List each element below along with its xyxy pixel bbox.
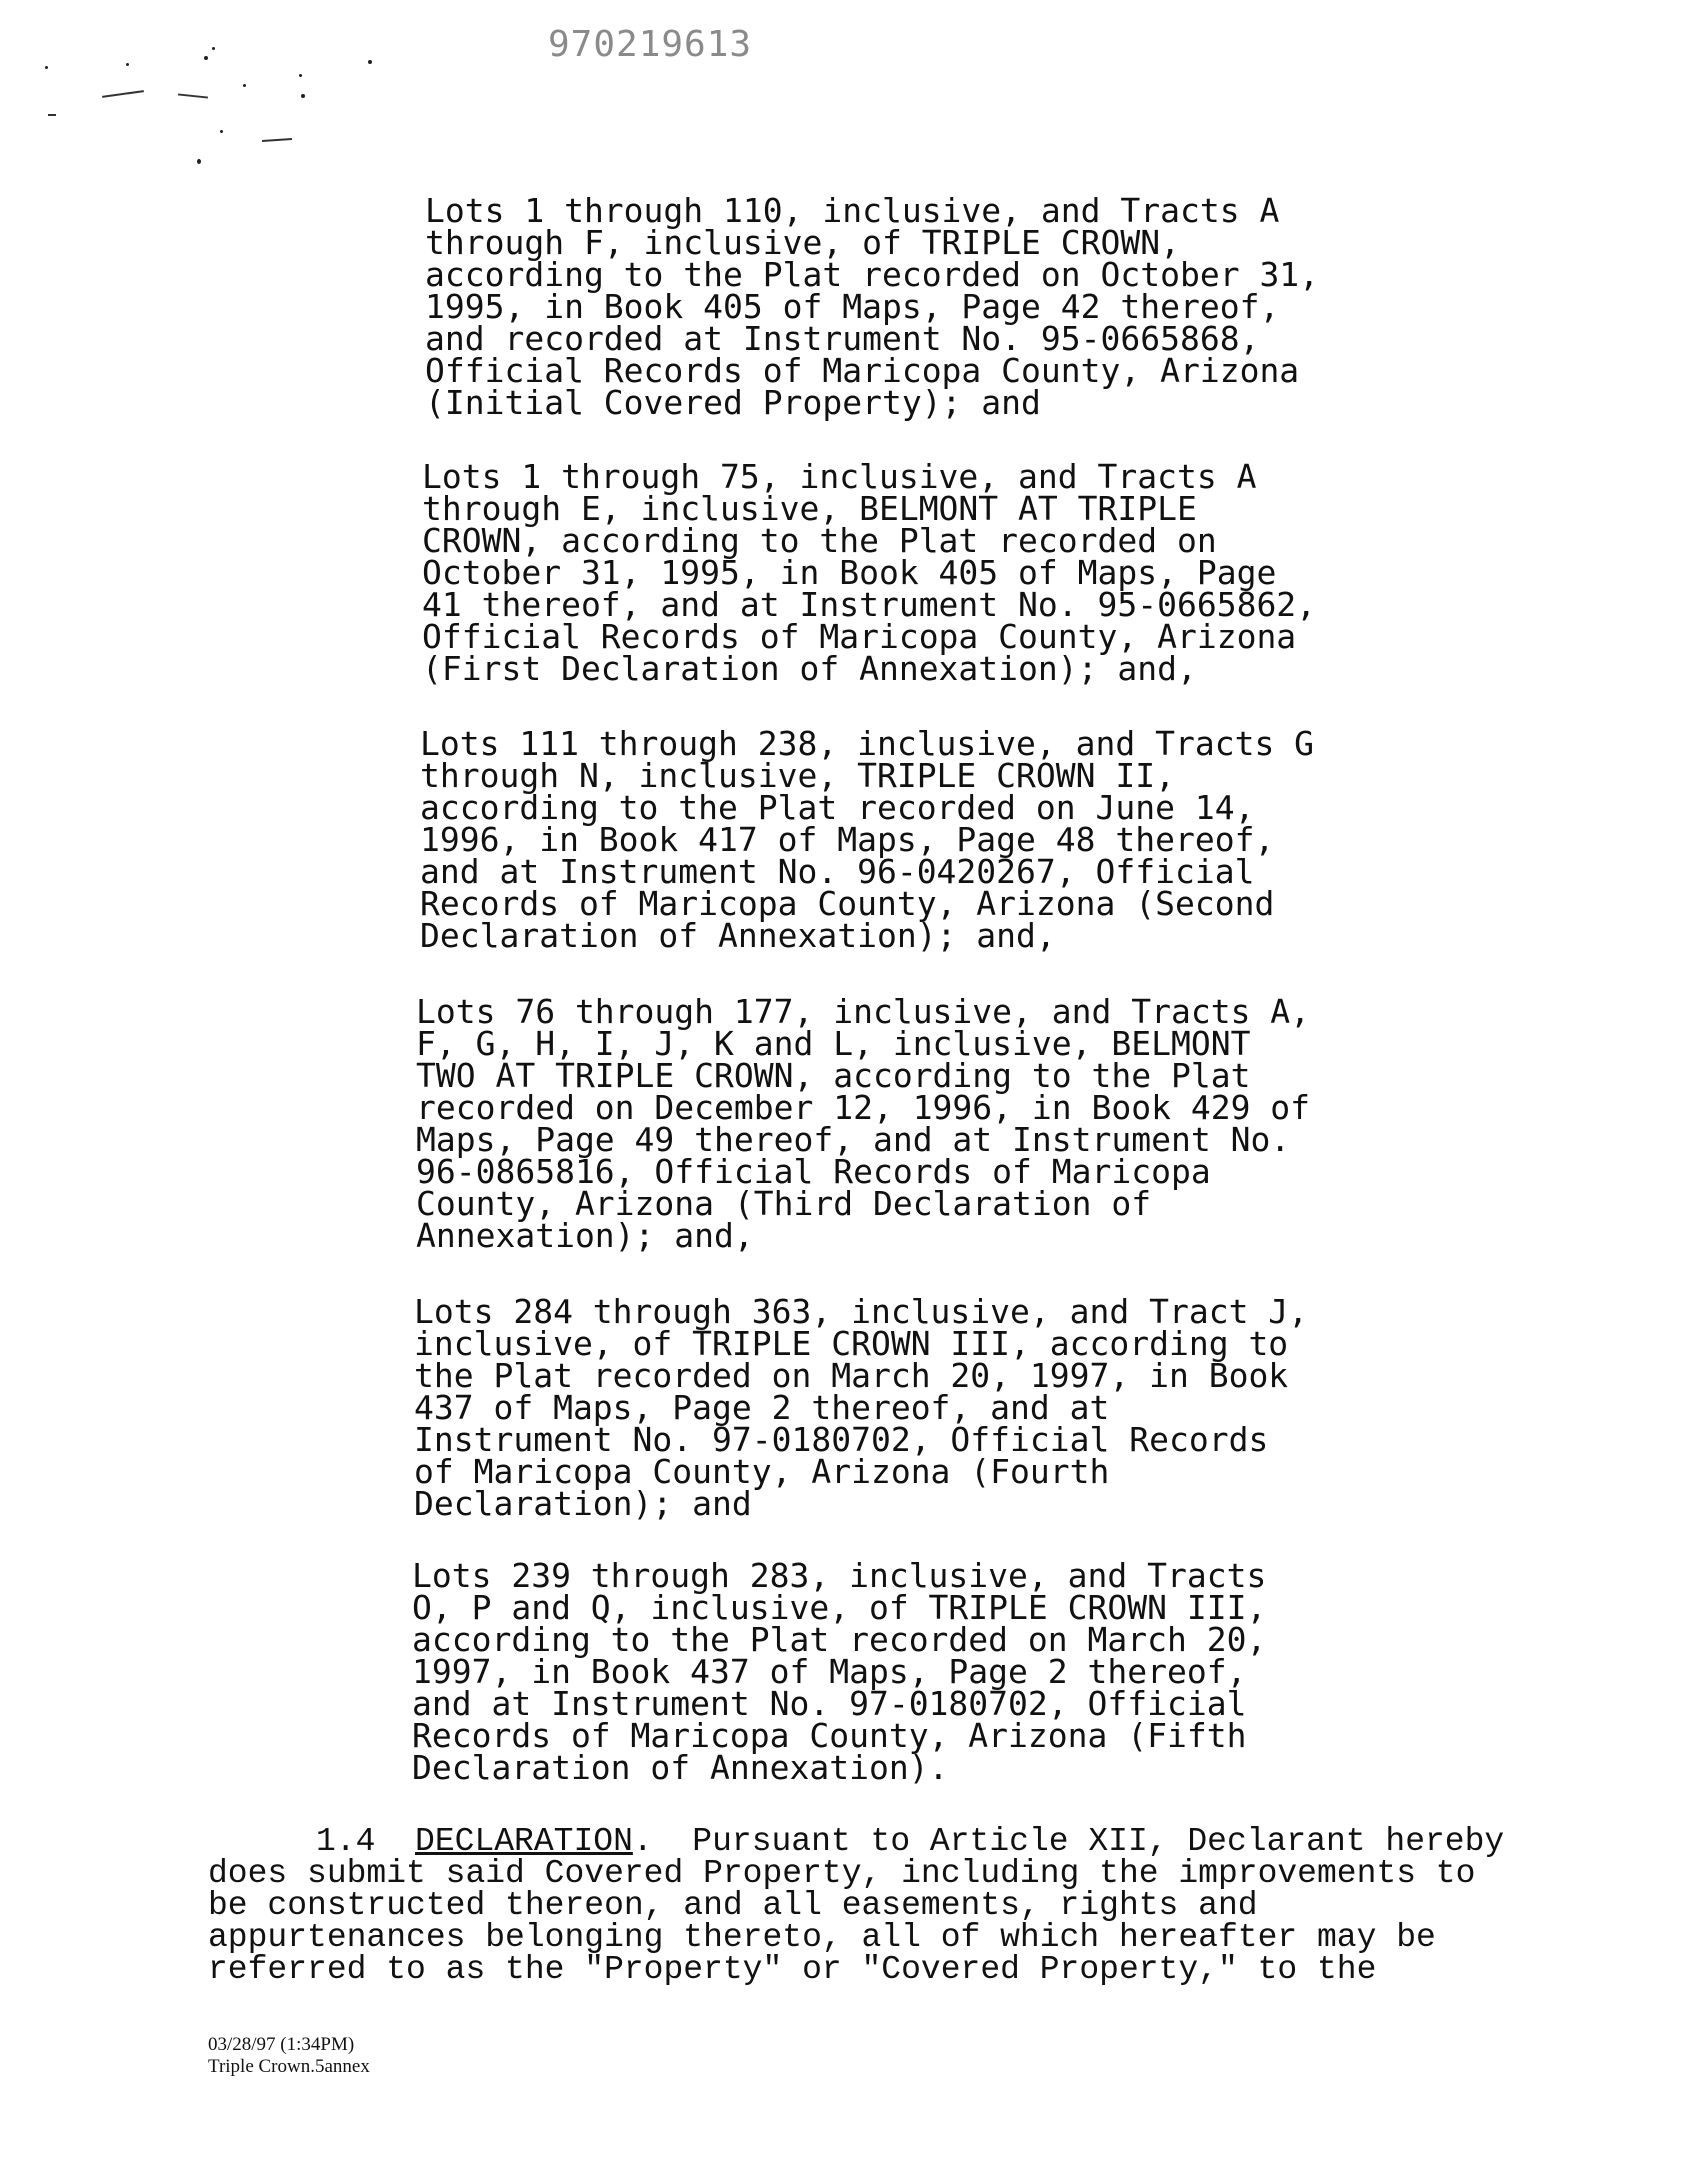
paragraph-line: 1996, in Book 417 of Maps, Page 48 thereof, xyxy=(420,820,1275,859)
paragraph-line: County, Arizona (Third Declaration of xyxy=(416,1184,1152,1223)
lot-description-initial-covered-property xyxy=(425,191,1320,422)
section-first-line-text: . Pursuant to Article XII, Declarant hereby xyxy=(632,1823,1505,1860)
lot-description-first-annexation xyxy=(422,457,1317,688)
section-first-line xyxy=(208,1823,1588,1860)
paragraph-line: (Initial Covered Property); and xyxy=(425,383,1041,422)
paragraph-line: the Plat recorded on March 20, 1997, in Book xyxy=(414,1356,1289,1395)
lot-description-fourth-declaration xyxy=(414,1292,1309,1523)
paragraph-line: Declaration of Annexation). xyxy=(412,1748,949,1787)
section-number: 1.4 xyxy=(316,1823,376,1860)
paragraph-line: Lots 111 through 238, inclusive, and Tracts G xyxy=(420,724,1315,763)
paragraph-line: 96-0865816, Official Records of Maricopa xyxy=(416,1152,1211,1191)
paragraph-line: Lots 1 through 110, inclusive, and Tracts A xyxy=(425,191,1280,230)
paragraph-line: Declaration); and xyxy=(414,1484,752,1523)
paragraph-line: 41 thereof, and at Instrument No. 95-0665862, xyxy=(422,585,1317,624)
lot-description-third-annexation xyxy=(416,992,1311,1255)
section-heading: DECLARATION xyxy=(415,1823,633,1860)
section-line: referred to as the "Property" or "Covered Property," to the xyxy=(208,1951,1377,1988)
paragraph-line: Annexation); and, xyxy=(416,1216,754,1255)
lot-description-fifth-annexation xyxy=(412,1556,1267,1787)
paragraph-line: Lots 284 through 363, inclusive, and Tract J, xyxy=(414,1292,1309,1331)
paragraph-line: Records of Maricopa County, Arizona (Fifth xyxy=(412,1716,1247,1755)
document-footer xyxy=(208,2034,370,2078)
paragraph-line: and at Instrument No. 96-0420267, Official xyxy=(420,852,1255,891)
paragraph-line: through E, inclusive, BELMONT AT TRIPLE xyxy=(422,489,1197,528)
paragraph-line: according to the Plat recorded on June 14, xyxy=(420,788,1255,827)
paragraph-line: of Maricopa County, Arizona (Fourth xyxy=(414,1452,1110,1491)
paragraph-line: Official Records of Maricopa County, Arizona xyxy=(425,351,1300,390)
paragraph-line: CROWN, according to the Plat recorded on xyxy=(422,521,1217,560)
paragraph-line: through N, inclusive, TRIPLE CROWN II, xyxy=(420,756,1175,795)
paragraph-line: F, G, H, I, J, K and L, inclusive, BELMONT xyxy=(416,1024,1251,1063)
paragraph-line: according to the Plat recorded on October 31, xyxy=(425,255,1320,294)
paragraph-line: Maps, Page 49 thereof, and at Instrument No. xyxy=(416,1120,1291,1159)
paragraph-line: 1995, in Book 405 of Maps, Page 42 thereof, xyxy=(425,287,1280,326)
paragraph-line: and recorded at Instrument No. 95-0665868, xyxy=(425,319,1260,358)
paragraph-line: Lots 239 through 283, inclusive, and Tracts xyxy=(412,1556,1267,1595)
paragraph-line: 1997, in Book 437 of Maps, Page 2 thereof, xyxy=(412,1652,1247,1691)
paragraph-line: Instrument No. 97-0180702, Official Records xyxy=(414,1420,1269,1459)
paragraph-line: recorded on December 12, 1996, in Book 429 of xyxy=(416,1088,1311,1127)
paragraph-line: and at Instrument No. 97-0180702, Official xyxy=(412,1684,1247,1723)
recording-stamp-number: 970219613 xyxy=(548,24,753,65)
footer-filename: Triple Crown.5annex xyxy=(208,2056,370,2077)
paragraph-line: O, P and Q, inclusive, of TRIPLE CROWN III, xyxy=(412,1588,1267,1627)
footer-date: 03/28/97 (1:34PM) xyxy=(208,2034,355,2055)
paragraph-line: inclusive, of TRIPLE CROWN III, according to xyxy=(414,1324,1289,1363)
section-line: be constructed thereon, and all easements, rights and xyxy=(208,1887,1258,1924)
paragraph-line: Official Records of Maricopa County, Arizona xyxy=(422,617,1297,656)
paragraph-line: (First Declaration of Annexation); and, xyxy=(422,649,1197,688)
paragraph-line: Lots 1 through 75, inclusive, and Tracts A xyxy=(422,457,1257,496)
paragraph-line: TWO AT TRIPLE CROWN, according to the Plat xyxy=(416,1056,1251,1095)
declaration-section xyxy=(208,1823,1588,1988)
section-line: does submit said Covered Property, including the improvements to xyxy=(208,1855,1476,1892)
paragraph-line: according to the Plat recorded on March 20, xyxy=(412,1620,1267,1659)
section-line: appurtenances belonging thereto, all of which hereafter may be xyxy=(208,1919,1436,1956)
lot-description-second-annexation xyxy=(420,724,1315,955)
paragraph-line: 437 of Maps, Page 2 thereof, and at xyxy=(414,1388,1110,1427)
paragraph-line: Declaration of Annexation); and, xyxy=(420,916,1056,955)
paragraph-line: Records of Maricopa County, Arizona (Second xyxy=(420,884,1275,923)
paragraph-line: Lots 76 through 177, inclusive, and Tracts A, xyxy=(416,992,1311,1031)
paragraph-line: October 31, 1995, in Book 405 of Maps, Page xyxy=(422,553,1277,592)
paragraph-line: through F, inclusive, of TRIPLE CROWN, xyxy=(425,223,1180,262)
